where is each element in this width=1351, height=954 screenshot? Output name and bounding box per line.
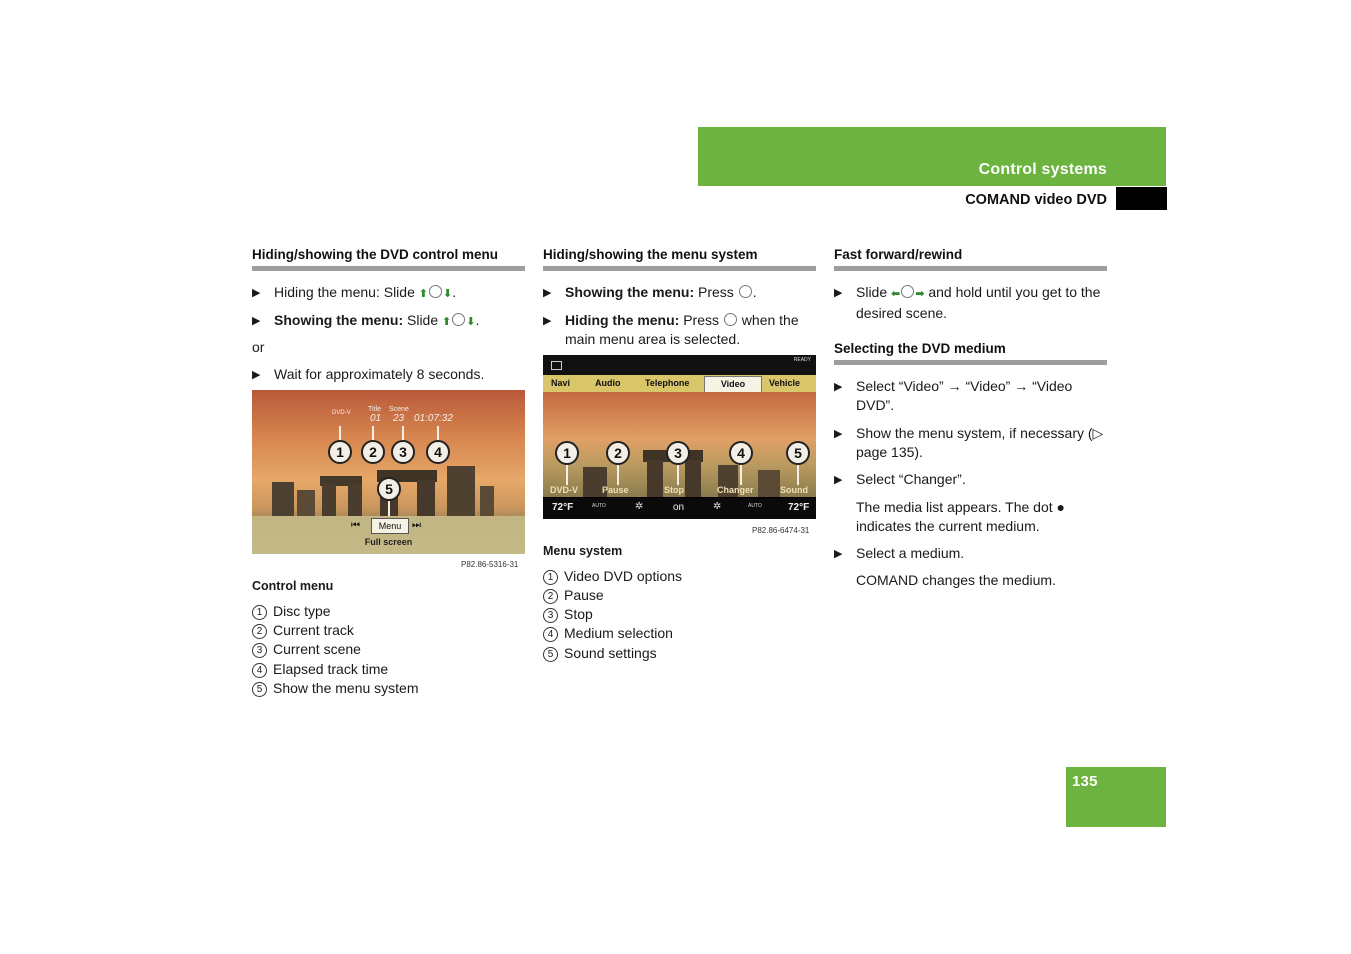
col3-heading1: Fast forward/rewind [834,247,1107,271]
callout-1: 1 [555,441,579,465]
bullet-icon: ▶ [834,474,843,486]
col3-sel-note: The media list appears. The dot ● indicates the current medium. [856,499,1065,534]
col2-legend-3: 3 Stop [543,605,593,624]
col1-legend-4: 4 Elapsed track time [252,660,388,679]
sub-title-marker [1116,187,1167,210]
figure2-ref: P82.86-6474-31 [752,526,810,535]
section-title: Control systems [978,161,1107,178]
callout-2: 2 [606,441,630,465]
callout-2: 2 [361,440,385,464]
tab-telephone[interactable]: Telephone [645,378,690,388]
menu-system-figure: READY Navi Audio Telephone Video Vehicle 1 2 3 4 5 DVD-V Pause Stop Changer Sound 72°F AUTO ✲ on ✲ AUTO 72°F [543,355,816,519]
bottom-stop[interactable]: Stop [664,485,684,495]
callout-4: 4 [729,441,753,465]
on-label: on [673,502,685,513]
screen-icon [551,361,562,370]
tab-audio[interactable]: Audio [595,378,621,388]
col1-legend-5: 5 Show the menu system [252,679,419,698]
temp-left: 72°F [552,502,574,513]
col3-heading2: Selecting the DVD medium [834,341,1107,365]
figure1-ref: P82.86-5316-31 [461,560,519,569]
callout-3: 3 [391,440,415,464]
menu-button[interactable]: Menu [371,518,409,534]
col2-heading: Hiding/showing the menu system [543,247,816,271]
bullet-icon: ▶ [543,287,552,299]
col1-legend-2: 2 Current track [252,621,354,640]
col2-legend-4: 4 Medium selection [543,624,673,643]
col1-legend-1: 1 Disc type [252,602,331,621]
slide-updown-icon: ⬆ ⬇ [442,312,475,328]
col2-legend-2: 2 Pause [543,586,604,605]
col1-heading: Hiding/showing the DVD control menu [252,247,525,271]
bullet-icon: ▶ [252,369,261,381]
col1-legend-3: 3 Current scene [252,640,361,659]
tab-vehicle[interactable]: Vehicle [769,378,801,388]
press-knob-icon [739,285,752,298]
bullet-icon: ▶ [834,381,843,393]
callout-5: 5 [377,477,401,501]
col2-caption: Menu system [543,544,623,558]
col3-ff-step: ▶ Slide ⬅ ➡ and hold until you get to the desired scene. [834,284,1101,321]
col2-legend-5: 5 Sound settings [543,644,657,663]
bullet-icon: ▶ [252,315,261,327]
temp-right: 72°F [788,502,810,513]
previous-icon: ⏮ [351,520,360,531]
press-knob-icon [724,313,737,326]
callout-3: 3 [666,441,690,465]
col3-sel-step2: ▶ Show the menu system, if necessary (▷ page 135). [834,425,1104,460]
next-icon: ⏭ [412,520,421,531]
auto-right: AUTO [748,503,762,509]
bullet-icon: ▶ [543,315,552,327]
bottom-dvdv[interactable]: DVD-V [550,485,579,495]
page-number: 135 [1072,773,1098,790]
bullet-icon: ▶ [834,287,843,299]
full-screen-label: Full screen [364,537,413,547]
bullet-icon: ▶ [834,548,843,560]
fan-icon: ✲ [713,501,722,512]
callout-4: 4 [426,440,450,464]
bullet-icon: ▶ [252,287,261,299]
col1-or: or [252,339,265,355]
callout-1: 1 [328,440,352,464]
tab-video[interactable]: Video [704,376,762,393]
col3-sel-note2: COMAND changes the medium. [856,572,1056,588]
col2-legend-1: 1 Video DVD options [543,567,682,586]
fan-icon: ✲ [635,501,644,512]
sub-title: COMAND video DVD [965,192,1107,208]
col1-caption: Control menu [252,579,334,593]
control-menu-figure: DVD-V Title Scene 01 23 01:07:32 1 2 3 4 5 ⏮ Menu ⏭ Full screen [252,390,525,554]
auto-left: AUTO [592,503,606,509]
col3-sel-step1: ▶ Select “Video” → “Video” → “Video DVD”. [834,378,1073,413]
slide-updown-icon: ⬆ ⬇ [419,284,452,300]
tab-navi[interactable]: Navi [551,378,571,388]
bottom-sound[interactable]: Sound [780,485,808,495]
callout-5: 5 [786,441,810,465]
bullet-icon: ▶ [834,428,843,440]
bottom-changer[interactable]: Changer [717,485,754,495]
slide-leftright-icon: ⬅ ➡ [891,284,924,300]
bottom-pause[interactable]: Pause [602,485,629,495]
